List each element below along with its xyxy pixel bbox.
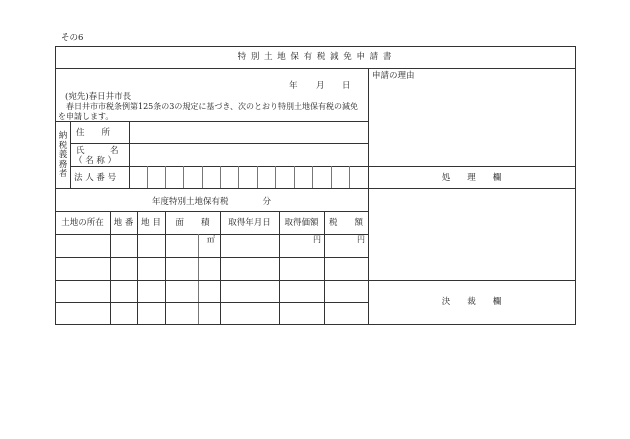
frame-title-bottom [55,68,576,69]
name-label: 氏 名 [76,146,119,156]
column-header-acquisition-price: 取得価額 [284,218,319,228]
table-row[interactable] [56,303,368,323]
column-header-tax-amount: 税 額 [328,218,363,228]
taxpayer-label: 納税義務者 [58,131,68,179]
right-panel-line-1 [368,166,575,167]
column-header-lot-number: 地 番 [113,218,134,228]
addressee: (宛先)春日井市長 [65,92,132,102]
address-field[interactable] [130,122,367,142]
processing-label: 処 理 欄 [441,173,502,183]
date-year: 年 [289,81,298,91]
form-number: その6 [61,33,84,43]
corp-number-box[interactable] [349,166,350,188]
column-header-area: 面 積 [175,218,210,228]
name-bottom-line [70,166,368,167]
right-panel-line-2 [368,188,575,189]
corp-number-box[interactable] [147,166,148,188]
decision-label: 決 裁 欄 [441,297,502,307]
corp-number-box[interactable] [257,166,258,188]
corp-number-box[interactable] [275,166,276,188]
fiscal-year-label: 年度特別土地保有税 分 [151,197,271,207]
name-field[interactable] [130,144,367,165]
fiscal-year-bottom-line [55,211,368,212]
date-day: 日 [342,81,351,91]
corp-number-box[interactable] [220,166,221,188]
corp-number-box[interactable] [183,166,184,188]
table-row[interactable] [56,281,368,301]
request-line-1: 春日井市市税条例第125条の3の規定に基づき、次のとおり特別土地保有税の減免 [66,102,359,111]
request-line-2: を申請します。 [58,112,114,121]
taxpayer-bottom-line [55,188,368,189]
frame-top [55,46,576,47]
column-header-acquisition-date: 取得年月日 [228,218,271,228]
table-row[interactable] [56,258,368,279]
table-row[interactable] [56,235,368,257]
unit-yen-price: 円 [313,235,321,244]
corp-number-box[interactable] [312,166,313,188]
column-header-location: 土地の所在 [61,218,104,228]
column-header-land-category: 地 目 [141,218,161,228]
right-panel-divider [368,68,369,324]
address-label: 住 所 [76,128,111,138]
corp-number-box[interactable] [202,166,203,188]
corp-number-box[interactable] [238,166,239,188]
date-month: 月 [316,81,325,91]
unit-yen-tax: 円 [357,235,365,244]
corp-number-box[interactable] [294,166,295,188]
frame-right [575,46,576,324]
frame-bottom [55,324,576,325]
taxpayer-label-divider [70,121,71,188]
unit-area: ㎡ [207,235,215,244]
reason-label: 申請の理由 [372,71,415,81]
corp-number-box[interactable] [331,166,332,188]
right-panel-line-3 [368,280,575,281]
form-title: 特 別 土 地 保 有 税 減 免 申 請 書 [237,52,393,62]
name-sub-label: （ 名 称 ） [74,156,117,166]
corp-number-box[interactable] [165,166,166,188]
corp-number-label: 法 人 番 号 [74,173,117,183]
